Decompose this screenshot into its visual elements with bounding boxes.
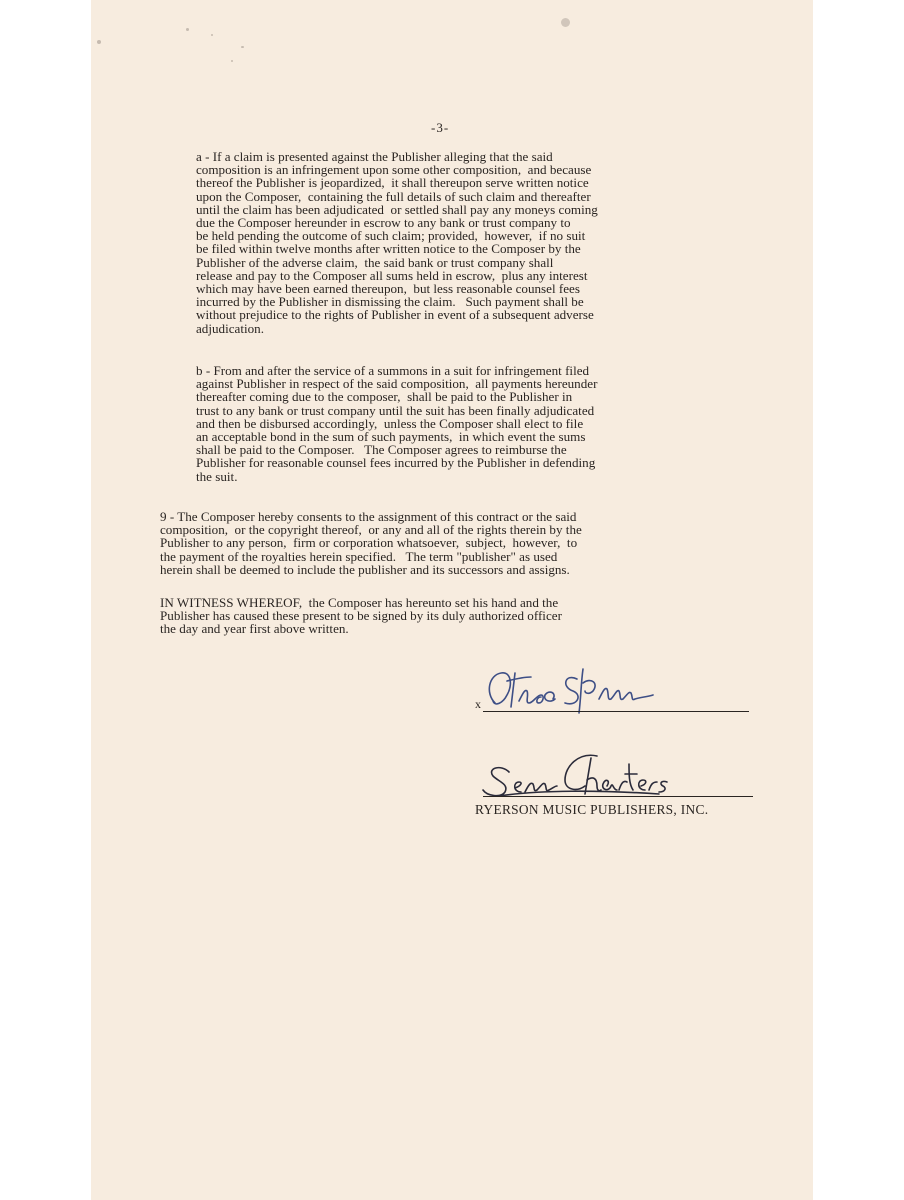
clause-a-line: upon the Composer, containing the full details of such claim and thereafter [196, 188, 591, 204]
paper-speck [231, 60, 233, 62]
paper-speck [241, 46, 244, 48]
clause-b-line: an acceptable bond in the sum of such payments, in which event the sums [196, 429, 586, 445]
document-page [91, 0, 813, 1200]
clause-9-line: 9 - The Composer hereby consents to the assignment of this contract or the said [160, 509, 577, 524]
clause-a-line: without prejudice to the rights of Publisher in event of a subsequent adverse [196, 307, 594, 323]
clause-9-line: herein shall be deemed to include the publisher and its successors and assigns. [160, 561, 570, 577]
publisher-signature-line [483, 796, 753, 797]
clause-b [196, 364, 597, 483]
paper-speck [561, 18, 570, 27]
witness-line: Publisher has caused these present to be signed by its duly authorized officer [160, 608, 562, 624]
clause-a-line: thereof the Publisher is jeopardized, it shall thereupon serve written notice [196, 175, 589, 191]
witness-line: the day and year first above written. [160, 621, 349, 637]
clause-b-line: thereafter coming due to the composer, shall be paid to the Publisher in [196, 389, 573, 405]
publisher-signature [479, 750, 669, 802]
clause-9 [160, 510, 582, 576]
clause-a-line: until the claim has been adjudicated or settled shall pay any moneys coming [196, 201, 598, 217]
witness-clause [160, 596, 562, 636]
clause-b-line: b - From and after the service of a summons in a suit for infringement filed [196, 363, 590, 378]
clause-b-line: the suit. [196, 468, 238, 484]
paper-speck [186, 28, 189, 31]
clause-a-line: composition is an infringement upon some other composition, and because [196, 162, 592, 178]
clause-a-line: incurred by the Publisher in dismissing the claim. Such payment shall be [196, 294, 584, 310]
clause-9-line: the payment of the royalties herein specified. The term "publisher" as used [160, 548, 558, 564]
paper-speck [97, 40, 101, 44]
composer-signature-line [483, 711, 749, 712]
clause-b-line: trust to any bank or trust company until the suit has been finally adjudicated [196, 402, 595, 418]
clause-a-line: release and pay to the Composer all sums held in escrow, plus any interest [196, 267, 588, 283]
clause-b-line: against Publisher in respect of the said composition, all payments hereunder [196, 376, 598, 392]
clause-a-line: be filed within twelve months after written notice to the Composer by the [196, 241, 581, 257]
witness-line: IN WITNESS WHEREOF, the Composer has hereunto set his hand and the [160, 595, 559, 610]
clause-a-line: be held pending the outcome of such claim; provided, however, if no suit [196, 228, 586, 244]
clause-b-line: Publisher for reasonable counsel fees incurred by the Publisher in defending [196, 455, 596, 471]
publisher-company-name: RYERSON MUSIC PUBLISHERS, INC. [475, 802, 709, 817]
clause-a-line: adjudication. [196, 320, 264, 336]
signature-mark: x [475, 697, 481, 711]
clause-a-line: Publisher of the adverse claim, the said bank or trust company shall [196, 254, 554, 270]
clause-a-line: a - If a claim is presented against the Publisher alleging that the said [196, 149, 553, 164]
clause-a-line: which may have been earned thereupon, but less reasonable counsel fees [196, 281, 580, 297]
clause-9-line: composition, or the copyright thereof, or any and all of the rights therein by the [160, 522, 582, 538]
paper-speck [211, 34, 213, 36]
clause-a [196, 150, 598, 335]
composer-signature [481, 663, 661, 715]
page-number: -3- [431, 120, 450, 135]
clause-b-line: and then be disbursed accordingly, unless the Composer shall elect to file [196, 415, 584, 431]
clause-9-line: Publisher to any person, firm or corporation whatsoever, subject, however, to [160, 535, 578, 551]
clause-a-line: due the Composer hereunder in escrow to any bank or trust company to [196, 215, 571, 231]
clause-b-line: shall be paid to the Composer. The Composer agrees to reimburse the [196, 442, 567, 458]
